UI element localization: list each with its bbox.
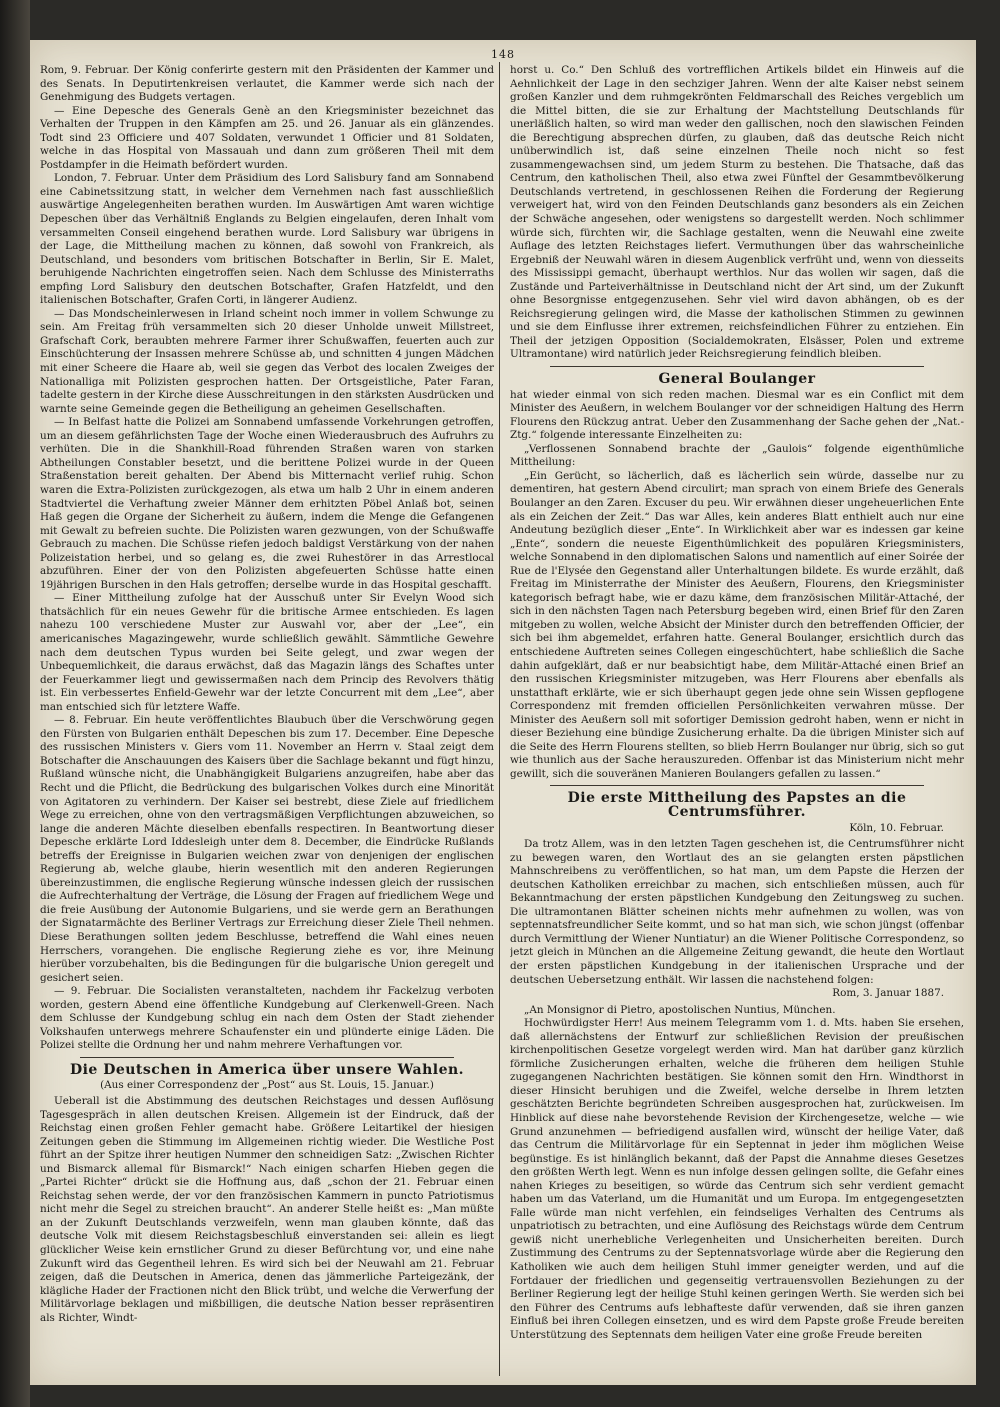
heading-pope-message: Die erste Mittheilung des Papstes an die Centrumsführer.	[567, 790, 907, 820]
article-socialists: — 9. Februar. Die Socialisten veranstalteten, nachdem ihr Fackelzug verboten worden, gestern Abend eine öffentliche Kundgebung auf Clerkenwell-Green. Nach dem Schlusse der Kundgebung schlug ein nach dem Osten der Stadt ziehender Volkshaufen unterwegs mehrere Schaufenster ein und plünderte einige Läden. Die Polizei stellte die Ordnung her und nahm mehrere Verhaftungen vor.	[40, 985, 494, 1052]
newspaper-page	[30, 40, 976, 1385]
article-germans-in-america: Ueberall ist die Abstimmung des deutschen Reichstages und dessen Auflösung Tagesgespräch in allen deutschen Kreisen. Allgemein ist der Eindruck, daß der Reichstag einen großen Fehler gemacht habe. Größere Leitartikel der hiesigen Zeitungen geben die Stimmung im Allgemeinen richtig wieder. Die Westliche Post führt an der Spitze ihrer heutigen Nummer den schneidigen Satz: „Zwischen Richter und Bismarck allemal für Bismarck!“ Nach einigen scharfen Hieben gegen die „Partei Richter“ drückt sie die Hoffnung aus, daß „schon der 21. Februar einen Reichstag sehen werde, der vor den französischen Kammern in puncto Patriotismus nicht mehr die Segel zu streichen braucht“. An anderer Stelle heißt es: „Man müßte an der Zukunft Deutschlands verzweifeln, wenn man glauben könnte, daß das deutsche Volk mit diesem Reichstagsbeschluß einverstanden sei: allein es liegt glücklicher Weise kein ernstlicher Grund zu dieser Befürchtung vor, und eine nahe Zukunft wird das Gegentheil lehren. Es wird sich bei der Neuwahl am 21. Februar zeigen, daß die Deutschen in America, denen das jämmerliche Parteigezänk, der klägliche Hader der Fractionen nicht den Blick trübt, und welche die Verwerfung der Militärvorlage beklagen und mißbilligen, die deutsche Nation besser repräsentiren als Richter, Windt-	[40, 1095, 494, 1324]
article-germans-in-america-cont: horst u. Co.“ Den Schluß des vortrefflichen Artikels bildet ein Hinweis auf die Aehnlichkeit der Lage in den sechziger Jahren. Wenn der alte Kaiser nebst seinem großen Kanzler und dem ruhmgekrönten Feldmarschall des Reiches vergeblich um die Mittel bitten, die sie zur Erhaltung der Machtstellung Deutschlands für unerläßlich halten, so wird man weder den gallischen, noch den slawischen Feinden die Berechtigung absprechen dürfen, zu glauben, daß das deutsche Reich nicht unüberwindlich ist, daß seine einzelnen Theile noch nicht so fest zusammengewachsen sind, um jedem Sturm zu bestehen. Die Thatsache, daß das Centrum, den katholischen Theil, also etwa zwei Fünftel der Gesammtbevölkerung Deutschlands vertretend, in geschlossenen Reihen die Forderung der Regierung verweigert hat, wird von den Feinden Deutschlands ganz besonders als ein Zeichen der Schwäche angesehen, oder wenigstens so dargestellt werden. Noch schlimmer würde sich, fürchten wir, die Sachlage gestalten, wenn die Neuwahl eine zweite Auflage des letzten Reichstages liefert. Vermuthungen über das wahrscheinliche Ergebniß der Neuwahl wären in diesem Augenblick verfrüht und, wenn von diesseits des Mississippi gemacht, überhaupt werthlos. Nur das wollen wir sagen, daß die Zustände und Parteiverhältnisse in Deutschland nicht der Art sind, um der Zukunft ohne Besorgnisse entgegenzusehen. Sehr viel wird davon abhängen, ob es der Reichsregierung gelingen wird, die Masse der katholischen Stimmen zu gewinnen und sie dem Einflusse ihrer extremen, reichsfeindlichen Führer zu entziehen. Ein Theil der jetzigen Opposition (Socialdemokraten, Elsässer, Polen und extreme Ultramontane) wird natürlich jeder Reichsregierung feindlich bleiben.	[510, 64, 964, 361]
article-boulanger-body: „Ein Gerücht, so lächerlich, daß es lächerlich sein würde, dasselbe nur zu dementiren, hat gestern Abend circulirt; man sprach von einem Briefe des Generals Boulanger an den Zaren. Excuser du peu. Wir erwähnen dieser ungeheuerlichen Ente als ein Zeichen der Zeit.“ Das war Alles, kein anderes Blatt enthielt auch nur eine Andeutung bezüglich dieser „Ente“. In Wirklichkeit aber war es indessen gar keine „Ente“, sondern die neueste Eigenthümlichkeit des populären Kriegsministers, welche Sonnabend in den diplomatischen Salons und namentlich auf einer Soirée der Rue de l'Elysée den Gegenstand aller Unterhaltungen bildete. Es wurde erzählt, daß Freitag im Ministerrathe der Minister des Aeußern, Flourens, den Kriegsminister kategorisch befragt habe, wie er dazu käme, dem französischen Militär-Attaché, der sich in den nächsten Tagen nach Petersburg begeben wird, einen Brief für den Zaren mitgeben zu wollen, welche Absicht der Minister durch den betreffenden Officier, der sich bei ihm abgemeldet, erfahren hatte. General Boulanger, ersichtlich durch das entschiedene Auftreten seines Collegen eingeschüchtert, habe schließlich die Sache dahin aufgeklärt, daß er nur beabsichtigt habe, dem Militär-Attaché einen Brief an den russischen Kriegsminister mitzugeben, was Herr Flourens aber ebenfalls als unstatthaft erklärte, wie er sich überhaupt gegen jede ohne sein Wissen gepflogene Correspondenz mit fremden officiellen Persönlichkeiten verwahren müsse. Der Minister des Aeußern soll mit sofortiger Demission gedroht haben, wenn er nicht in dieser Beziehung eine bündige Zusicherung erhalte. Da die übrigen Minister sich auf die Seite des Herrn Flourens stellten, so blieb Herrn Boulanger nur übrig, sich so gut wie thunlich aus der Sache herauszureden. Offenbar ist das Ministerium nicht mehr gewillt, sich die souveränen Manieren Boulangers gefallen zu lassen.“	[510, 469, 964, 780]
section-divider	[550, 785, 924, 786]
page-number: 148	[491, 48, 515, 61]
article-london-cabinet: London, 7. Februar. Unter dem Präsidium des Lord Salisbury fand am Sonnabend eine Cabinetssitzung statt, in welcher dem Vernehmen nach fast ausschließlich auswärtige Angelegenheiten berathen wurden. Im Auswärtigen Amt waren wichtige Depeschen über das Verhältniß Englands zu Belgien eingelaufen, deren Inhalt vom versammelten Conseil eingehend berathen wurde. Lord Salisbury war übrigens in der Lage, die Mittheilung machen zu können, daß sowohl von Frankreich, als Deutschland, und besonders vom britischen Botschafter in Berlin, Sir E. Malet, beruhigende Nachrichten eingetroffen seien. Nach dem Schlusse des Ministerraths empfing Lord Salisbury den deutschen Botschafter, Grafen Hatzfeldt, und den italienischen Botschafter, Grafen Corti, in längerer Audienz.	[40, 172, 494, 307]
page-edge-shadow	[0, 0, 30, 1407]
heading-germans-in-america: Die Deutschen in America über unsere Wahlen.	[69, 1061, 465, 1078]
section-divider	[80, 1057, 454, 1058]
heading-general-boulanger: General Boulanger	[658, 371, 816, 388]
section-divider	[550, 366, 924, 367]
subhead-st-louis: (Aus einer Correspondenz der „Post“ aus St. Louis, 15. Januar.)	[100, 1079, 434, 1092]
article-blue-book: — 8. Februar. Ein heute veröffentlichtes Blaubuch über die Verschwörung gegen den Fürsten von Bulgarien enthält Depeschen bis zum 17. December. Eine Depesche des russischen Ministers v. Giers vom 11. November an Herrn v. Staal zeigt dem Botschafter die Anschauungen des Kaisers über die Sachlage bekannt und fügt hinzu, Rußland wünsche nicht, die Unabhängigkeit Bulgariens anzugreifen, habe aber das Recht und die Pflicht, die Bedrückung des bulgarischen Volkes durch eine Minorität von Agitatoren zu verhindern. Der Kaiser sei bestrebt, diese Ziele auf friedlichem Wege zu erreichen, ohne von den vertragsmäßigen Verpflichtungen abzuweichen, so lange die anderen Mächte dieselben ebenfalls respectiren. In Beantwortung dieser Depesche erklärte Lord Iddesleigh unter dem 8. December, die Eindrücke Rußlands betreffs der Ereignisse in Bulgarien weichen zwar von denjenigen der englischen Regierung ab, welche glaube, hierin wesentlich mit den anderen Regierungen übereinzustimmen, die englische Regierung wünsche indessen gleich der russischen die Aufrechterhaltung der Verträge, die Lösung der Fragen auf friedlichem Wege und die freie Ausübung der Autonomie Bulgariens, und sie werde gern an Berathungen der Signatarmächte des Berliner Vertrags zur Erreichung dieser Ziele Theil nehmen. Diese Berathungen sollten jedem Beschlusse, betreffend die Wahl eines neuen Herrschers, vorangehen. Die englische Regierung ziehe es vor, ihre Meinung hierüber vorzubehalten, bis die Bedingungen für die bulgarische Union geregelt und gesichert seien.	[40, 714, 494, 984]
letter-body: Hochwürdigster Herr! Aus meinem Telegramm vom 1. d. Mts. haben Sie ersehen, daß allernächstens der Entwurf zur schließlichen Revision der preußischen kirchenpolitischen Gesetze vorgelegt werden wird. Man hat darüber ganz kürzlich förmliche Zusicherungen erhalten, welche die früheren dem heiligen Stuhle zugegangenen Nachrichten bestätigen. Sie können somit den Hrn. Windthorst in dieser Hinsicht beruhigen und die Zweifel, welche derselbe in Ihrem letzten geschätzten Berichte begründeten Schreiben ausgesprochen hat, zurückweisen. Im Hinblick auf diese nahe bevorstehende Revision der Kirchengesetze, welche — wie Grund anzunehmen — befriedigend ausfallen wird, wünscht der heilige Vater, daß das Centrum die Militärvorlage für ein Septennat in jeder ihm möglichen Weise begünstige. Es ist hinlänglich bekannt, daß der Papst die Annahme dieses Gesetzes den größten Werth legt. Wenn es nun infolge dessen gelingen sollte, die Gefahr eines nahen Krieges zu beseitigen, so würde das Centrum sich sehr verdient gemacht haben um das Vaterland, um die Humanität und um Europa. Im entgegengesetzten Falle würde man nicht verfehlen, ein feindseliges Verhalten des Centrums als unpatriotisch zu betrachten, und eine Auflösung des Reichstags würde dem Centrum gewiß nicht unerhebliche Verlegenheiten und Unsicherheiten bereiten. Durch Zustimmung des Centrums zu der Septennatsvorlage würde aber die Regierung den Katholiken wie auch dem heiligen Stuhl immer geneigter werden, und auf die Fortdauer der friedlichen und gegenseitig vertrauensvollen Beziehungen zu der Berliner Regierung legt der heilige Stuhl keinen geringen Werth. Sie werden sich bei den Führer des Centrums aufs lebhafteste dafür verwenden, daß sie ihren ganzen Einfluß bei ihren Collegen einsetzen, und es wird dem Papste große Freude bereiten Unterstützung des Septennats dem heiligen Vater eine große Freude bereiten	[510, 1017, 964, 1341]
article-pope-intro: Da trotz Allem, was in den letzten Tagen geschehen ist, die Centrumsführer nicht zu bewegen waren, den Wortlaut des an sie gelangten ersten päpstlichen Mahnschreibens zu veröffentlichen, so hat man, um dem Papste die Herzen der deutschen Katholiken erreichbar zu machen, sich entschließen müssen, auch für Bekanntmachung der ersten päpstlichen Kundgebung den Zeitungsweg zu suchen. Die ultramontanen Blätter scheinen nichts mehr aufnehmen zu wollen, was von septennatsfreundlicher Seite kommt, und so hat man sich, wie schon jüngst (offenbar durch Vermittlung der Wiener Nuntiatur) an die Wiener Politische Correspondenz, so jetzt gleich in München an die Allgemeine Zeitung gewandt, die heute den Wortlaut der ersten päpstlichen Kundgebung in der italienischen Ursprache und der deutschen Uebersetzung enthält. Wir lassen die nachstehend folgen:	[510, 838, 964, 986]
article-ireland-moonlighters: — Das Mondscheinlerwesen in Irland scheint noch immer in vollem Schwunge zu sein. Am Freitag früh versammelten sich 20 dieser Unholde unweit Millstreet, Grafschaft Cork, beraubten mehrere Farmer ihrer Schußwaffen, feuerten auch zur Einschüchterung der Insassen mehrere Schüsse ab, und schnitten 4 jungen Mädchen mit einer Scheere die Haare ab, weil sie gegen das Verbot des localen Zweiges der Nationalliga mit Polizisten gesprochen hatten. Der Ortsgeistliche, Pater Faran, tadelte gestern in der Kirche diese Ausschreitungen in den stärksten Ausdrücken und warnte seine Gemeinde gegen die Betheiligung an geheimen Gesellschaften.	[40, 307, 494, 415]
article-rome: Rom, 9. Februar. Der König conferirte gestern mit den Präsidenten der Kammer und des Senats. In Deputirtenkreisen verlautet, die Kammer werde sich nach der Genehmigung des Budgets vertagen.	[40, 64, 494, 104]
right-column	[510, 64, 964, 1376]
letter-address: „An Monsignor di Pietro, apostolischen Nuntius, München.	[524, 1003, 836, 1016]
dateline-koeln: Köln, 10. Februar.	[849, 821, 944, 834]
column-rule	[499, 62, 500, 1376]
article-rome-genè: — Eine Depesche des Generals Genè an den Kriegsminister bezeichnet das Verhalten der Truppen in den Kämpfen am 25. und 26. Januar als ein glänzendes. Todt sind 23 Officiere und 407 Soldaten, verwundet 1 Officier und 81 Soldaten, welche in das Hospital von Massauah und dann zum größeren Theil mit dem Postdampfer in die Heimath befördert wurden.	[40, 104, 494, 171]
article-belfast: — In Belfast hatte die Polizei am Sonnabend umfassende Vorkehrungen getroffen, um an diesem gefährlichsten Tage der Woche einen Wiederausbruch des Aufruhrs zu verhüten. Die in die Shankhill-Road führenden Straßen waren von starken Abtheilungen Constabler besetzt, und die berittene Polizei wurde in der Queen Straßenstation bereit gehalten. Der Abend bis Mitternacht verlief ruhig. Schon waren die Extra-Polizisten zurückgezogen, als etwa um halb 2 Uhr in einem anderen Stadtviertel die Verhaftung zweier Männer dem erhitzten Pöbel Anlaß bot, seinen Haß gegen die Organe der Sicherheit zu äußern, indem die Menge die Gefangenen mit Gewalt zu befreien suchte. Die Polizisten waren gezwungen, von der Schußwaffe Gebrauch zu machen. Die Schüsse riefen jedoch baldigst Verstärkung von der nahen Polizeistation herbei, und so gelang es, die zwei Ruhestörer in das Arrestlocal abzuführen. Einer der von den Polizisten abgefeuerten Schüsse hatte einen 19jährigen Burschen in den Hals getroffen; derselbe wurde in das Hospital geschafft.	[40, 416, 494, 591]
dateline-rom: Rom, 3. Januar 1887.	[832, 987, 944, 1000]
article-rifle: — Einer Mittheilung zufolge hat der Ausschuß unter Sir Evelyn Wood sich thatsächlich für ein neues Gewehr für die britische Armee entschieden. Es lagen nahezu 100 verschiedene Muster zur Auswahl vor, aber der „Lee“, ein americanisches Magazingewehr, wurde schließlich gewählt. Sämmtliche Gewehre nach dem deutschen Typus wurden bei Seite gelegt, und zwar wegen der Unbequemlichkeit, die daraus erwächst, daß das Magazin längs des Schaftes unter der Feuerkammer liegt und gewissermaßen nach dem Princip des Revolvers thätig ist. Ein verbessertes Enfield-Gewehr war der letzte Concurrent mit dem „Lee“, aber man entschied sich für letztere Waffe.	[40, 592, 494, 713]
article-boulanger-intro: hat wieder einmal von sich reden machen. Diesmal war es ein Conflict mit dem Minister des Aeußern, in welchem Boulanger vor der schneidigen Haltung des Herrn Flourens den Rückzug antrat. Ueber den Zusammenhang der Sache gehen der „Nat.-Ztg.“ folgende interessante Einzelheiten zu:	[510, 388, 964, 442]
article-boulanger-gaulois: „Verflossenen Sonnabend brachte der „Gaulois“ folgende eigenthümliche Mittheilung:	[510, 442, 964, 469]
left-column	[40, 64, 494, 1376]
